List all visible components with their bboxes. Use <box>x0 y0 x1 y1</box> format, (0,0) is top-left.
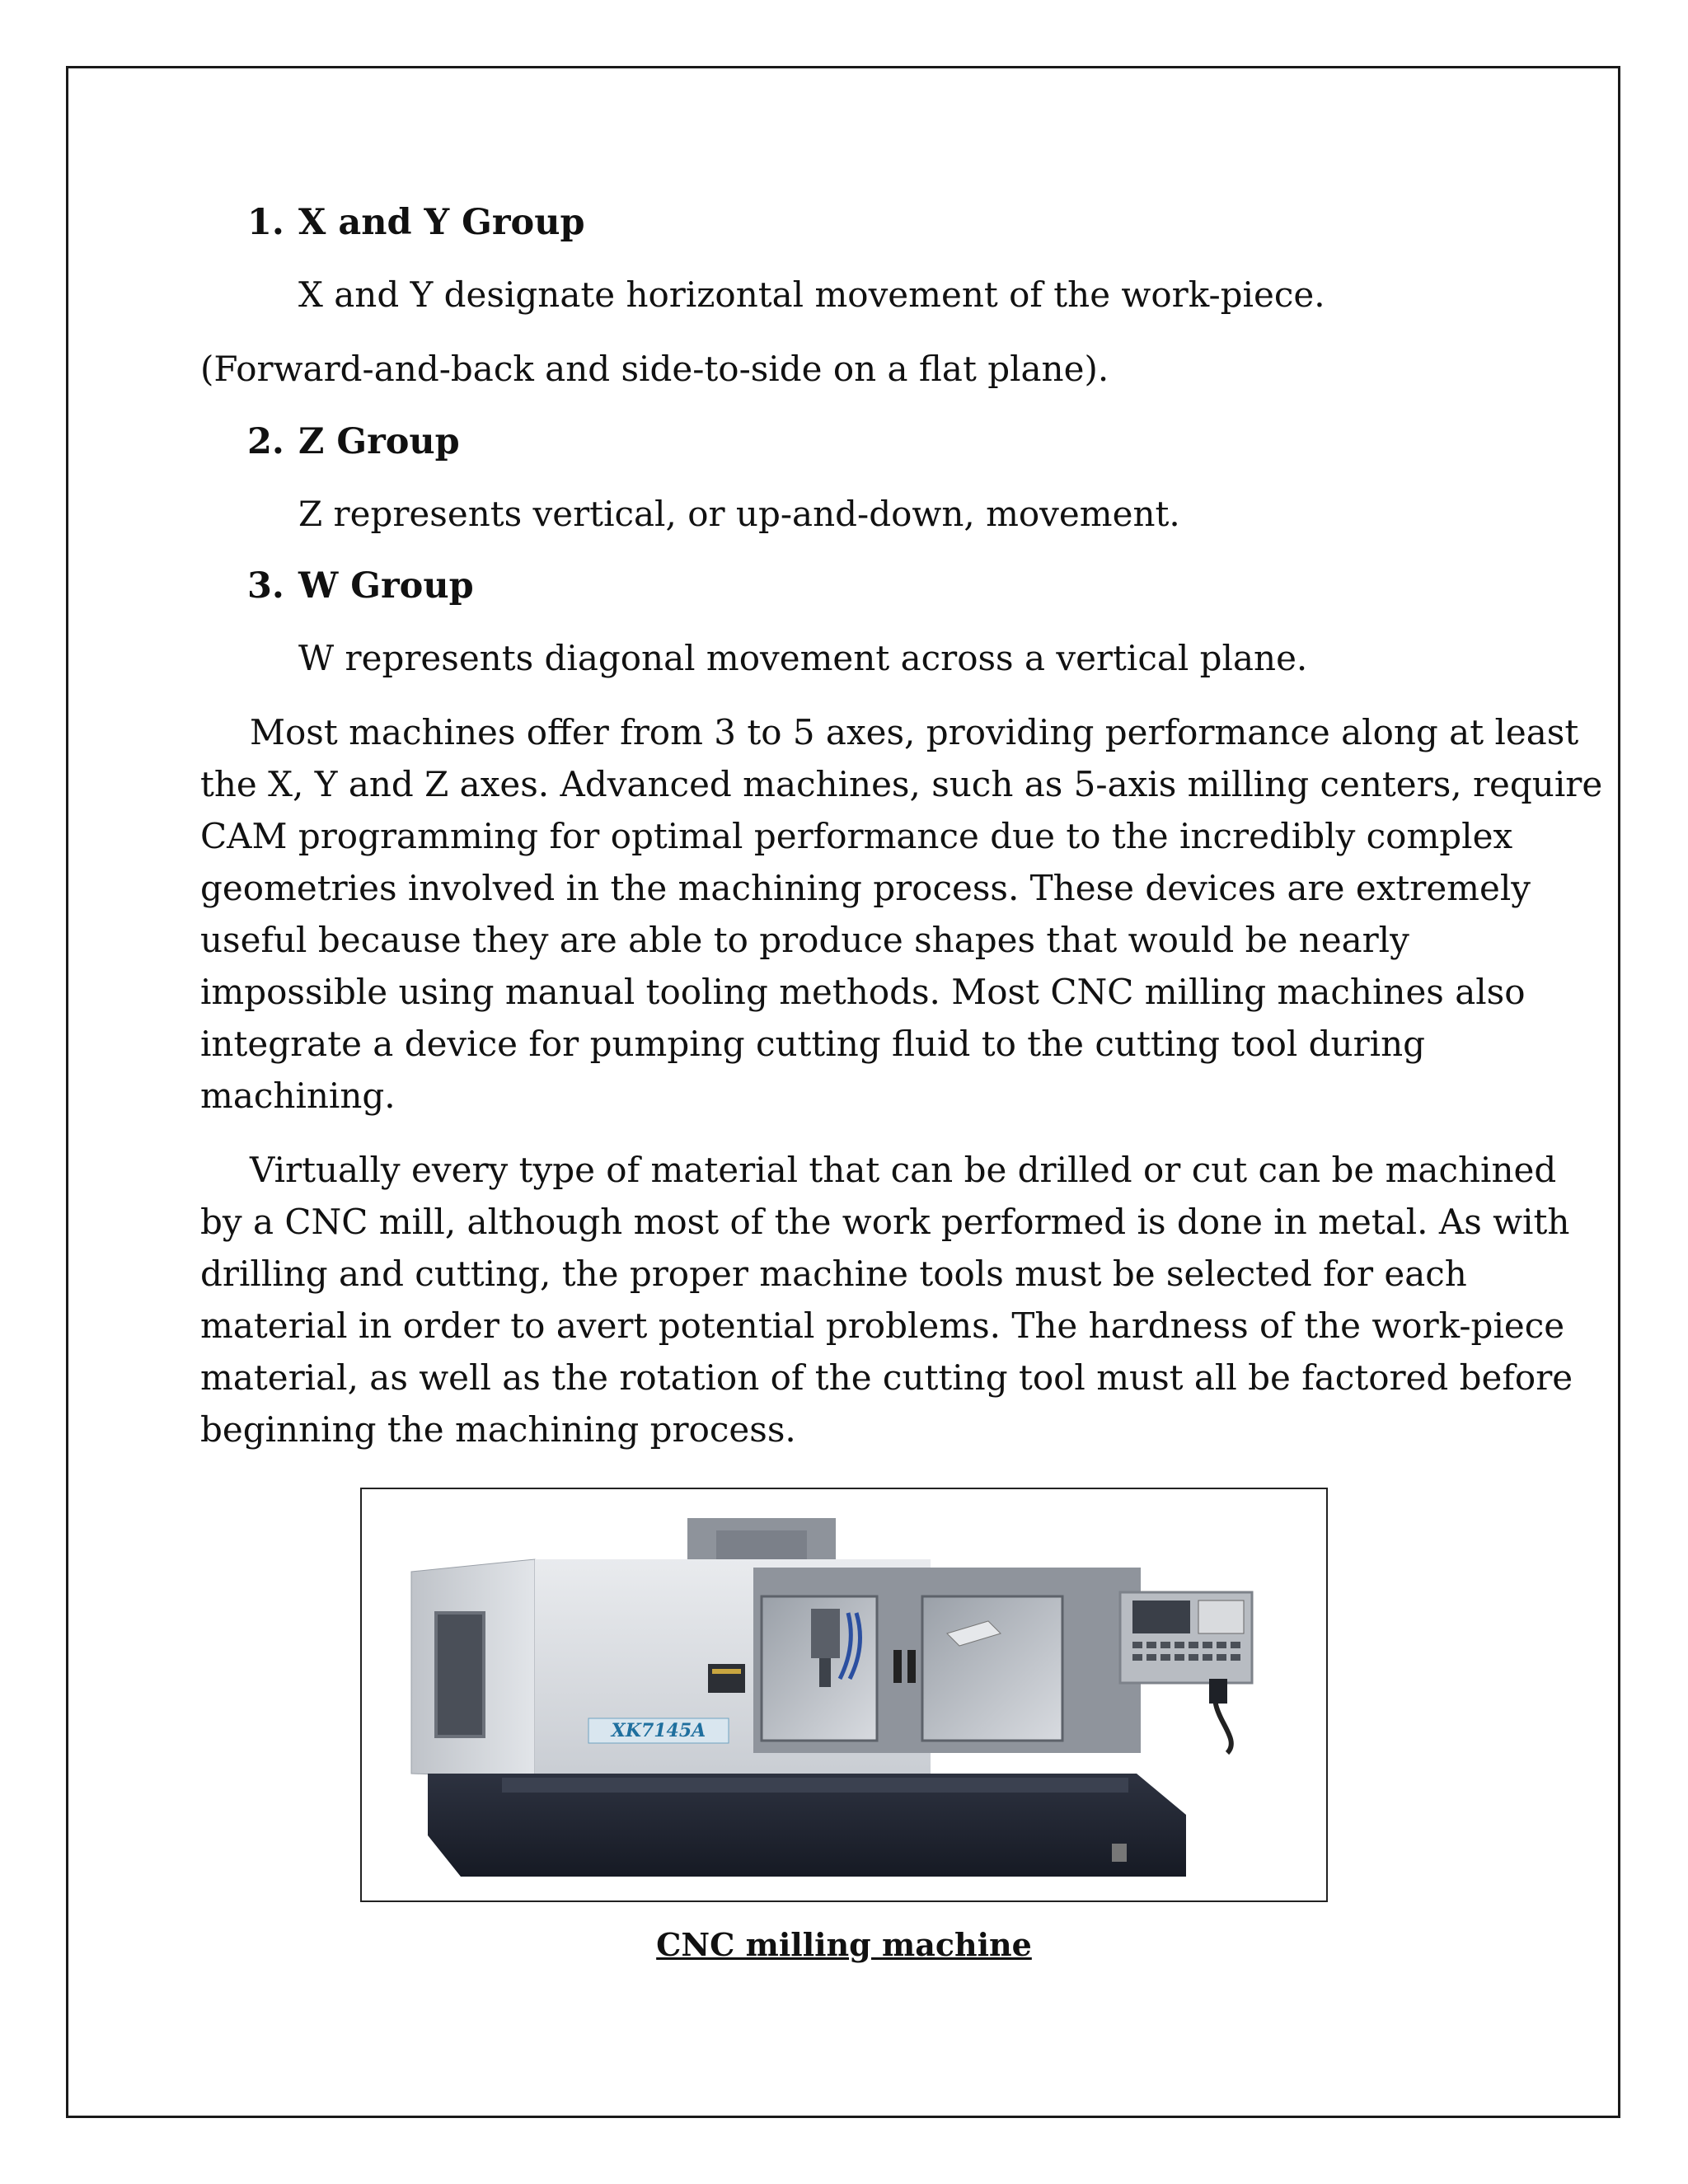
section-1-body-line-2: (Forward-and-back and side-to-side on a flat plane). <box>200 349 1109 389</box>
paragraph-line: beginning the machining process. <box>200 1409 796 1450</box>
paragraph-line: material, as well as the rotation of the cutting tool must all be factored before <box>200 1357 1573 1398</box>
door-handle <box>893 1650 902 1683</box>
door-handle <box>907 1650 916 1683</box>
paragraph-line: useful because they are able to produce shapes that would be nearly <box>200 920 1409 960</box>
paragraph-materials <box>200 1144 1573 1455</box>
section-3-body-line-1: W represents diagonal movement across a vertical plane. <box>298 638 1308 678</box>
paragraph-axes <box>200 706 1603 1122</box>
paragraph-line: Virtually every type of material that can be drilled or cut can be machined <box>250 1150 1557 1190</box>
paragraph-line: geometries involved in the machining process. These devices are extremely <box>200 868 1531 908</box>
model-label: XK7145A <box>611 1720 706 1741</box>
paragraph-line: integrate a device for pumping cutting fluid to the cutting tool during <box>200 1024 1426 1064</box>
section-heading-1: 1. X and Y Group <box>247 202 585 243</box>
paragraph-line: material in order to avert potential problems. The hardness of the work-piece <box>200 1305 1565 1346</box>
section-1-body-line-1: X and Y designate horizontal movement of the work-piece. <box>298 274 1325 315</box>
paragraph-line: Most machines offer from 3 to 5 axes, providing performance along at least <box>250 712 1579 752</box>
cnc-machine-illustration <box>362 1489 1326 1900</box>
control-screen <box>1132 1601 1190 1633</box>
paragraph-line: the X, Y and Z axes. Advanced machines, such as 5-axis milling centers, require <box>200 764 1603 804</box>
door-right <box>922 1596 1062 1741</box>
spindle <box>811 1609 840 1658</box>
figure-caption: CNC milling machine <box>656 1926 1032 1963</box>
section-2-body-line-1: Z represents vertical, or up-and-down, movement. <box>298 494 1180 534</box>
paragraph-line: impossible using manual tooling methods. Most CNC milling machines also <box>200 972 1526 1012</box>
section-heading-3: 3. W Group <box>247 565 474 607</box>
paragraph-line: drilling and cutting, the proper machine tools must be selected for each <box>200 1254 1467 1294</box>
section-heading-2: 2. Z Group <box>247 421 460 462</box>
figure-frame <box>360 1488 1328 1902</box>
side-window <box>436 1613 484 1736</box>
paragraph-line: CAM programming for optimal performance due to the incredibly complex <box>200 816 1513 856</box>
paragraph-line: machining. <box>200 1076 396 1116</box>
paragraph-line: by a CNC mill, although most of the work performed is done in metal. As with <box>200 1202 1570 1242</box>
